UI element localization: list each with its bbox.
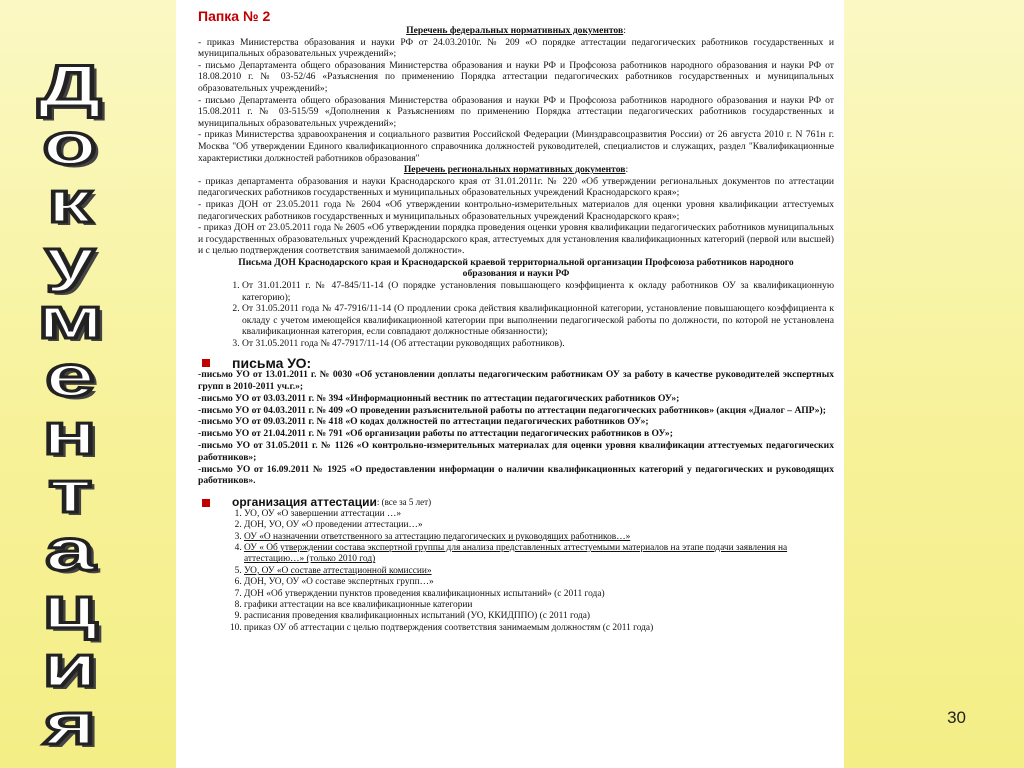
uo-letter-item: -письмо УО от 31.05.2011 г. № 1126 «О контрольно-измерительных материалах для оценки уровня квалификации аттестуемых педагогических работников»; — [198, 440, 834, 463]
regional-document-item: - приказ ДОН от 23.05.2011 года № 2604 «Об утверждении контрольно-измерительных материалов для оценки уровня квалификации аттестуемых педагогических работников государственных и муниципальных образовательных учреждений Краснодарского края»; — [198, 198, 834, 222]
don-letters-list — [198, 280, 834, 350]
uo-letter-item: -письмо УО от 09.03.2011 г. № 418 «О кодах должностей по аттестации педагогических работников ОУ»; — [198, 416, 649, 428]
attestation-note: : (все за 5 лет) — [376, 497, 432, 508]
uo-letter-item: -письмо УО от 04.03.2011 г. № 409 «О проведении разъяснительной работы по аттестации педагогических работников» (акция «Диалог – АПР»); — [198, 404, 826, 416]
title-letter: Д — [37, 54, 103, 119]
slide-number: 30 — [947, 708, 966, 727]
folder-title: Папка № 2 — [198, 8, 271, 24]
don-letter-item: 1. От 31.01.2011 г. № 47-845/11-14 (О порядке установления повышающего коэффициента к окладу работников ОУ за квалификационную категорию); — [242, 280, 834, 303]
title-letter: о — [42, 112, 98, 177]
uo-letter-item: -письмо УО от 13.01.2011 г. № 0030 «Об установлении доплаты педагогическим работникам ОУ за работу в качестве руководителей экспертных групп в 2010-2011 уч.г.»; — [198, 369, 834, 393]
federal-document-item: - письмо Департамента общего образования Министерства образования и науки РФ и Профсоюза работников народного образования и науки РФ от 18.08.2010 г. № 03-52/46 «Разъяснения по применению Порядка аттестации педагогических работников государственных и муниципальных образовательных учреждений»; — [198, 59, 834, 94]
attestation-item-text: графики аттестации на все квалификационные категории — [244, 600, 473, 611]
uo-section-header — [198, 354, 834, 371]
uo-letter-item: -письмо УО от 21.04.2011 г. № 791 «Об организации работы по аттестации педагогических работников в ОУ»; — [198, 428, 673, 440]
attestation-item-text: УО, ОУ «О завершении аттестации …» — [244, 508, 402, 519]
regional-document-item: - приказ ДОН от 23.05.2011 года № 2605 «Об утверждении порядка проведения оценки уровня квалификации педагогических работников муниципальных и государственных образовательных учреждений Краснодарского края, аттестуемых для установления квалификационных категорий (первой или высшей) и с целью подтверждения соответствия занимаемой должности». — [198, 222, 834, 257]
federal-document-item: - приказ Министерства образования и науки РФ от 24.03.2010г. № 209 «О порядке аттестации педагогических работников государственных и муниципальных образовательных учреждений»; — [198, 36, 834, 60]
attestation-item — [244, 600, 834, 611]
don-letter-item: 3. От 31.05.2011 года № 47-7917/11-14 (Об аттестации руководящих работников). — [242, 338, 834, 350]
title-letter: м — [36, 286, 104, 351]
bullet-icon — [202, 359, 210, 367]
attestation-item — [244, 623, 834, 634]
regional-list — [198, 176, 834, 257]
title-letter: а — [44, 518, 95, 583]
attestation-section-header — [198, 497, 834, 509]
regional-heading: Перечень региональных нормативных документов: — [403, 164, 629, 176]
federal-list — [198, 37, 834, 165]
uo-letter-item: -письмо УО от 16.09.2011 № 1925 «О предоставлении информации о наличии квалификационных категорий у педагогических и руководящих работников». — [198, 463, 834, 487]
attestation-item-text: приказ ОУ об аттестации с целью подтверждения соответствия занимаемым должностям (с 2011 года) — [244, 622, 654, 633]
title-letter: е — [44, 344, 95, 409]
attestation-item-text: ДОН «Об утверждении пунктов проведения квалификационных испытаний» (с 2011 года) — [244, 588, 605, 599]
attestation-item-text: ОУ « Об утверждении состава экспертной группы для анализа представленных аттестуемыми материалов на этапе подачи заявления на аттестацию…» (только 2010 год) — [244, 543, 788, 565]
title-letter: у — [44, 228, 95, 293]
title-letter: я — [43, 692, 97, 757]
uo-letter-item: -письмо УО от 03.03.2011 г. № 394 «Информационный вестник по аттестации педагогических работников ОУ»; — [198, 392, 680, 404]
regional-document-item: - приказ департамента образования и науки Краснодарского края от 31.01.2011г. № 220 «Об утверждении региональных документов по аттестации педагогических работников государственных и муниципальных образовательных учреждений Краснодарского края»; — [198, 175, 834, 199]
attestation-item — [244, 577, 834, 588]
don-letter-item: 2. От 31.05.2011 года № 47-7916/11-14 (О продлении срока действия квалификационной категории, установление повышающего коэффициента к окладу с учетом имеющейся квалификационной категории при выполнении педагогической работы по должности, по которой не установлена квалификационная категория, если совпадают должностные обязанности); — [242, 303, 834, 338]
vertical-title — [10, 54, 130, 757]
attestation-item — [244, 509, 834, 520]
don-letters-heading: Письма ДОН Краснодарского края и Краснодарской краевой территориальной организации Профсоюза работников народного образования и науки РФ — [238, 256, 794, 280]
uo-letters-list — [198, 369, 834, 487]
federal-document-item: - приказ Министерства здравоохранения и социального развития Российской Федерации (Минздравсоцразвития России) от 26 августа 2010 г. N 761н г. Москва "Об утверждении Единого квалификационного справочника должностей руководителей, специалистов и служащих, раздел "Квалификационные характеристики должностей работников образования" — [198, 129, 834, 164]
uo-heading: письма УО: — [232, 354, 312, 371]
attestation-item-text: расписания проведения квалификационных испытаний (УО, ККИДППО) (с 2011 года) — [244, 611, 591, 622]
attestation-item — [244, 520, 834, 531]
bullet-icon — [202, 499, 210, 507]
federal-heading: Перечень федеральных нормативных документов: — [406, 25, 626, 36]
title-letter: и — [42, 634, 98, 699]
attestation-list — [198, 509, 834, 634]
attestation-item-text: ОУ «О назначении ответственного за аттестацию педагогических и руководящих работников…» — [244, 531, 631, 542]
attestation-item — [244, 532, 834, 543]
attestation-item — [244, 543, 834, 566]
attestation-heading: организация аттестации — [232, 495, 377, 510]
attestation-item — [244, 611, 834, 622]
title-letter: к — [47, 170, 93, 235]
attestation-item — [244, 566, 834, 577]
attestation-item-text: ДОН, УО, ОУ «О проведении аттестации…» — [244, 520, 423, 531]
attestation-item — [244, 589, 834, 600]
attestation-item-text: ДОН, УО, ОУ «О составе экспертных групп…» — [244, 577, 434, 588]
title-letter: н — [42, 402, 98, 467]
title-letter: т — [47, 460, 93, 525]
title-letter: ц — [42, 576, 98, 641]
document-panel — [176, 0, 844, 768]
attestation-item-text: УО, ОУ «О составе аттестационной комиссии» — [244, 565, 432, 576]
federal-document-item: - письмо Департамента общего образования Министерства образования и науки РФ и Профсоюза работников народного образования и науки РФ от 15.08.2011 г. № 03-515/59 «Дополнения к Разъяснениям по применению Порядка аттестации педагогических работников государственных и муниципальных образовательных учреждений»; — [198, 94, 834, 129]
